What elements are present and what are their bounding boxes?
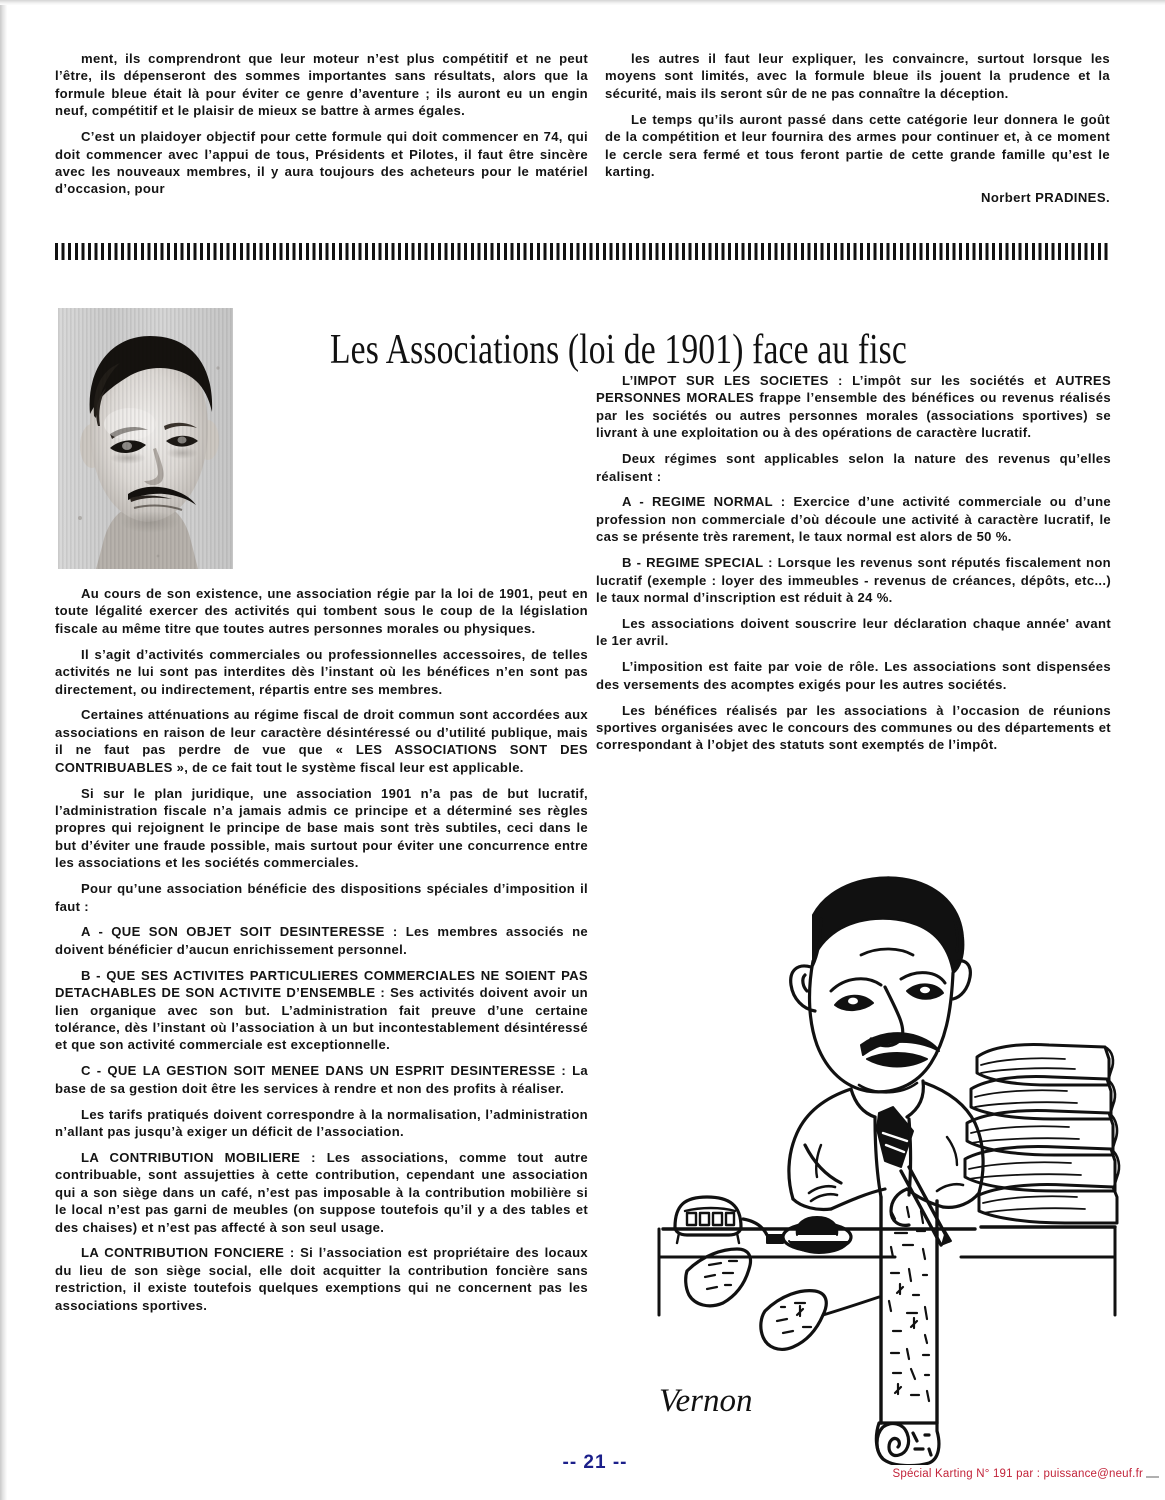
top-article-right-column	[605, 50, 1110, 205]
paragraph: A - QUE SON OBJET SOIT DESINTERESSE : Les membres associés ne doivent bénéficier d’aucun enrichissement personnel.	[55, 924, 588, 957]
paragraph: Pour qu’une association bénéficie des dispositions spéciales d’imposition il faut :	[55, 881, 588, 914]
paragraph: Il s’agit d’activités commerciales ou professionnelles accessoires, de telles activités ne lui sont pas interdites dès l’instant où les bénéfices n’en sont pas directement, ou indirectement, répartis entre ses membres.	[55, 646, 588, 697]
paragraph: Les associations doivent souscrire leur déclaration chaque année' avant le 1er avril.	[596, 615, 1111, 649]
article-signature: Norbert PRADINES.	[980, 190, 1110, 206]
paragraph: L’IMPOT SUR LES SOCIETES : L’impôt sur les sociétés et AUTRES PERSONNES MORALES frappe l’ensemble des bénéfices ou revenus réalisés par les sociétés ou autres personnes morales (associations sportives) se livrant à une exploitation ou à des opérations de caractère lucratif.	[596, 373, 1111, 441]
cartoon-signature: Vernon	[659, 1383, 753, 1419]
portrait-photo	[58, 308, 233, 569]
paragraph: LA CONTRIBUTION FONCIERE : Si l’association est propriétaire des locaux du lieu de son siège social, elle doit acquitter la contribution foncière sans restriction, il existe toutefois quelques exemptions qui ne concernent pas les associations sportives.	[55, 1245, 588, 1313]
paragraph: Le temps qu’ils auront passé dans cette catégorie leur donnera le goût de la compétition et leur fournira des armes pour continuer et, à ce moment le cercle sera fermé et tous feront partie de cette grande famille qu’est le karting.	[605, 111, 1110, 179]
feature-left-column	[55, 585, 588, 1323]
top-article-left-column	[55, 50, 588, 206]
paragraph: Si sur le plan juridique, une association 1901 n’a pas de but lucratif, l’administration fiscale n’a jamais admis ce principe et a déterminé ses règles propres qui rejoignent le principe de base mais sont très subtiles, ceci dans le but d’éviter une fraude possible, mais surtout pour éviter une concurrence entre les associations et les sociétés commerciales.	[55, 785, 588, 871]
paragraph: C’est un plaidoyer objectif pour cette formule qui doit commencer en 74, qui doit commencer avec l’appui de tous, Présidents et Pilotes, il faut être sincère avec les nouveaux membres, il y aura toujours des acheteurs pour le matériel d’occasion, pour	[55, 129, 588, 197]
feature-right-column	[596, 372, 1111, 762]
paragraph: Deux régimes sont applicables selon la nature des revenus qu’elles réalisent :	[596, 451, 1111, 484]
paragraph: Au cours de son existence, une association régie par la loi de 1901, peut en toute légalité exercer des activités qui tombent sous le coup de la législation fiscale au même titre que toutes autres personnes morales ou physiques.	[55, 586, 588, 636]
paragraph: LA CONTRIBUTION MOBILIERE : Les associations, comme tout autre contribuable, sont assujetties à cette contribution, cependant une association qui a son siège dans un café, n’est pas imposable à la contribution mobilière si le local n’est pas garni de meubles (on suppose toutefois qu’il y a des tables et des chaises) et n’est pas affecté à son seul usage.	[55, 1149, 588, 1235]
paragraph: Les bénéfices réalisés par les associations à l’occasion de réunions sportives organisées avec le concours des communes ou des départements et correspondant à l’objet des statuts sont exemptés de l’impôt.	[596, 702, 1111, 753]
paragraph: Certaines atténuations au régime fiscal de droit commun sont accordées aux associations en raison de leur caractère désintéressé ou d’utilité publique, mais il ne faut pas perdre de vue que « LES ASSOCIATIONS SONT DES CONTRIBUABLES », de ce fait tout le système fiscal leur est applicable.	[55, 707, 588, 775]
paragraph: C - QUE LA GESTION SOIT MENEE DANS UN ESPRIT DESINTERESSE : La base de sa gestion doit être les services à rendre et non des profits à réaliser.	[55, 1063, 588, 1096]
paragraph: B - QUE SES ACTIVITES PARTICULIERES COMMERCIALES NE SOIENT PAS DETACHABLES DE SON ACTIVITE D’ENSEMBLE : Ses activités doivent avoir un lien organique avec son but. L’administration fait preuve d’une certaine tolérance, dès l’instant où l’association à un but incontestablement désintéressé et que son activité commerciale est exceptionnelle.	[55, 967, 588, 1053]
paragraph: L’imposition est faite par voie de rôle. Les associations sont dispensées des versements des acomptes exigés pour les autres sociétés.	[596, 659, 1111, 692]
footer-credit: Spécial Karting N° 191 par : puissance@neuf.fr	[892, 1468, 1143, 1480]
footer-dash	[1146, 1476, 1159, 1478]
striped-divider	[55, 243, 1111, 260]
paragraph: les autres il faut leur expliquer, les convaincre, surtout lorsque les moyens sont limités, avec la formule bleue ils jouent la prudence et la sécurité, mais ils seront sûr de ne pas connaître la déception.	[605, 51, 1110, 101]
paragraph: ment, ils comprendront que leur moteur n’est plus compétitif et ne peut l’être, ils dépenseront des sommes importantes sans résultats, alors que la formule bleue était là pour éviter ce genre d’aventure ; ils auront eu un engin neuf, compétitif et le plaisir de mieux se battre à armes égales.	[55, 51, 588, 119]
scan-edge-left	[0, 0, 7, 1500]
page-title: Les Associations (loi de 1901) face au fisc	[330, 327, 907, 374]
paragraph: A - REGIME NORMAL : Exercice d’une activité commerciale ou d’une profession non commerciale d’où découle une activité à caractère lucratif, le cas se présente très rarement, le taux normal est alors de 50 %.	[596, 494, 1111, 545]
paragraph: Les tarifs pratiqués doivent correspondre à la normalisation, l’administration n’allant pas jusqu’à exiger un déficit de l’association.	[55, 1106, 588, 1139]
paragraph: B - REGIME SPECIAL : Lorsque les revenus sont réputés fiscalement non lucratif (exemple : loyer des immeubles - revenus de créances, dépôts, etc...) le taux normal d’inscription est réduit à 24 %.	[596, 555, 1111, 605]
cartoon-illustration	[645, 845, 1125, 1465]
page-number: -- 21 --	[562, 1452, 628, 1473]
scan-edge-top	[0, 0, 1165, 5]
